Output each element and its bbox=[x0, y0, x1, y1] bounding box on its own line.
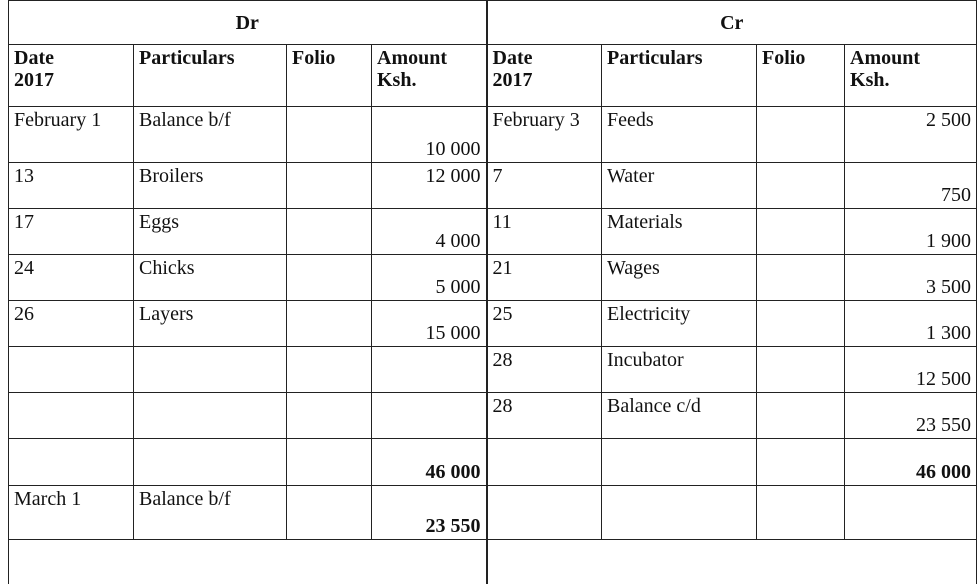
balance-brought-down-row bbox=[9, 486, 977, 540]
cr-date bbox=[487, 486, 602, 540]
cr-folio bbox=[757, 439, 845, 486]
date-label: Date bbox=[492, 47, 533, 69]
cr-particulars: Wages bbox=[602, 255, 757, 301]
year-label: 2017 bbox=[14, 69, 54, 91]
bd-folio bbox=[287, 486, 372, 540]
dr-date: 26 bbox=[9, 301, 134, 347]
bd-particulars: Balance b/f bbox=[134, 486, 287, 540]
table-row bbox=[9, 393, 977, 439]
cr-date: 7 bbox=[487, 163, 602, 209]
amount-label: Amount bbox=[850, 47, 921, 69]
dr-folio bbox=[287, 301, 372, 347]
currency-label: Ksh. bbox=[850, 69, 890, 91]
currency-label: Ksh. bbox=[377, 69, 417, 91]
dr-folio bbox=[287, 107, 372, 163]
cr-date: 25 bbox=[487, 301, 602, 347]
dr-particulars-header: Particulars bbox=[134, 45, 287, 107]
dr-particulars bbox=[134, 439, 287, 486]
cr-folio bbox=[757, 301, 845, 347]
dr-amount: 5 000 bbox=[372, 255, 487, 301]
cr-folio bbox=[757, 163, 845, 209]
cr-footer-space bbox=[487, 540, 977, 584]
dr-amount: 15 000 bbox=[372, 301, 487, 347]
cr-folio bbox=[757, 209, 845, 255]
dr-particulars: Balance b/f bbox=[134, 107, 287, 163]
dr-folio bbox=[287, 209, 372, 255]
cr-folio bbox=[757, 486, 845, 540]
dr-particulars bbox=[134, 393, 287, 439]
dr-amount: 12 000 bbox=[372, 163, 487, 209]
cr-amount: 1 900 bbox=[845, 209, 977, 255]
cr-amount: 750 bbox=[845, 163, 977, 209]
side-header-row bbox=[9, 1, 977, 45]
cr-date: 28 bbox=[487, 347, 602, 393]
dr-particulars: Eggs bbox=[134, 209, 287, 255]
dr-particulars bbox=[134, 347, 287, 393]
dr-date: 24 bbox=[9, 255, 134, 301]
dr-date bbox=[9, 439, 134, 486]
cr-particulars-header: Particulars bbox=[602, 45, 757, 107]
cr-amount bbox=[845, 486, 977, 540]
cr-date-header bbox=[487, 45, 602, 107]
dr-folio-header: Folio bbox=[287, 45, 372, 107]
dr-amount: 4 000 bbox=[372, 209, 487, 255]
dr-date bbox=[9, 347, 134, 393]
cr-folio bbox=[757, 107, 845, 163]
dr-folio bbox=[287, 393, 372, 439]
bd-date: March 1 bbox=[9, 486, 134, 540]
table-row bbox=[9, 107, 977, 163]
footer-row bbox=[9, 540, 977, 584]
cr-date: 21 bbox=[487, 255, 602, 301]
cr-particulars: Incubator bbox=[602, 347, 757, 393]
totals-row bbox=[9, 439, 977, 486]
dr-particulars: Layers bbox=[134, 301, 287, 347]
credit-side-label: Cr bbox=[487, 1, 977, 45]
cr-folio bbox=[757, 393, 845, 439]
table-row bbox=[9, 255, 977, 301]
cr-folio bbox=[757, 255, 845, 301]
cr-particulars: Materials bbox=[602, 209, 757, 255]
cr-total: 46 000 bbox=[845, 439, 977, 486]
dr-amount: 10 000 bbox=[372, 107, 487, 163]
cr-particulars: Feeds bbox=[602, 107, 757, 163]
cr-amount: 3 500 bbox=[845, 255, 977, 301]
cr-amount-header bbox=[845, 45, 977, 107]
dr-date-header bbox=[9, 45, 134, 107]
amount-label: Amount bbox=[377, 47, 448, 69]
cr-date bbox=[487, 439, 602, 486]
bd-amount: 23 550 bbox=[372, 486, 487, 540]
cr-date: February 3 bbox=[487, 107, 602, 163]
dr-date: February 1 bbox=[9, 107, 134, 163]
dr-folio bbox=[287, 163, 372, 209]
dr-folio bbox=[287, 255, 372, 301]
dr-amount bbox=[372, 393, 487, 439]
table-row bbox=[9, 301, 977, 347]
year-label: 2017 bbox=[492, 69, 533, 91]
ledger-account-table bbox=[8, 0, 977, 584]
cr-particulars bbox=[602, 439, 757, 486]
cr-date: 11 bbox=[487, 209, 602, 255]
cr-date: 28 bbox=[487, 393, 602, 439]
cr-particulars: Electricity bbox=[602, 301, 757, 347]
dr-amount-header bbox=[372, 45, 487, 107]
dr-folio bbox=[287, 347, 372, 393]
dr-date bbox=[9, 393, 134, 439]
dr-total: 46 000 bbox=[372, 439, 487, 486]
cr-amount: 2 500 bbox=[845, 107, 977, 163]
dr-particulars: Broilers bbox=[134, 163, 287, 209]
table-row bbox=[9, 163, 977, 209]
cr-particulars: Water bbox=[602, 163, 757, 209]
cr-folio bbox=[757, 347, 845, 393]
cr-particulars bbox=[602, 486, 757, 540]
cr-amount: 1 300 bbox=[845, 301, 977, 347]
dr-date: 13 bbox=[9, 163, 134, 209]
dr-particulars: Chicks bbox=[134, 255, 287, 301]
dr-amount bbox=[372, 347, 487, 393]
cr-particulars: Balance c/d bbox=[602, 393, 757, 439]
dr-footer-space bbox=[9, 540, 487, 584]
column-header-row bbox=[9, 45, 977, 107]
cr-folio-header: Folio bbox=[757, 45, 845, 107]
debit-side-label: Dr bbox=[9, 1, 487, 45]
dr-folio bbox=[287, 439, 372, 486]
cr-amount: 23 550 bbox=[845, 393, 977, 439]
dr-date: 17 bbox=[9, 209, 134, 255]
date-label: Date bbox=[14, 47, 54, 69]
table-row bbox=[9, 209, 977, 255]
table-row bbox=[9, 347, 977, 393]
cr-amount: 12 500 bbox=[845, 347, 977, 393]
